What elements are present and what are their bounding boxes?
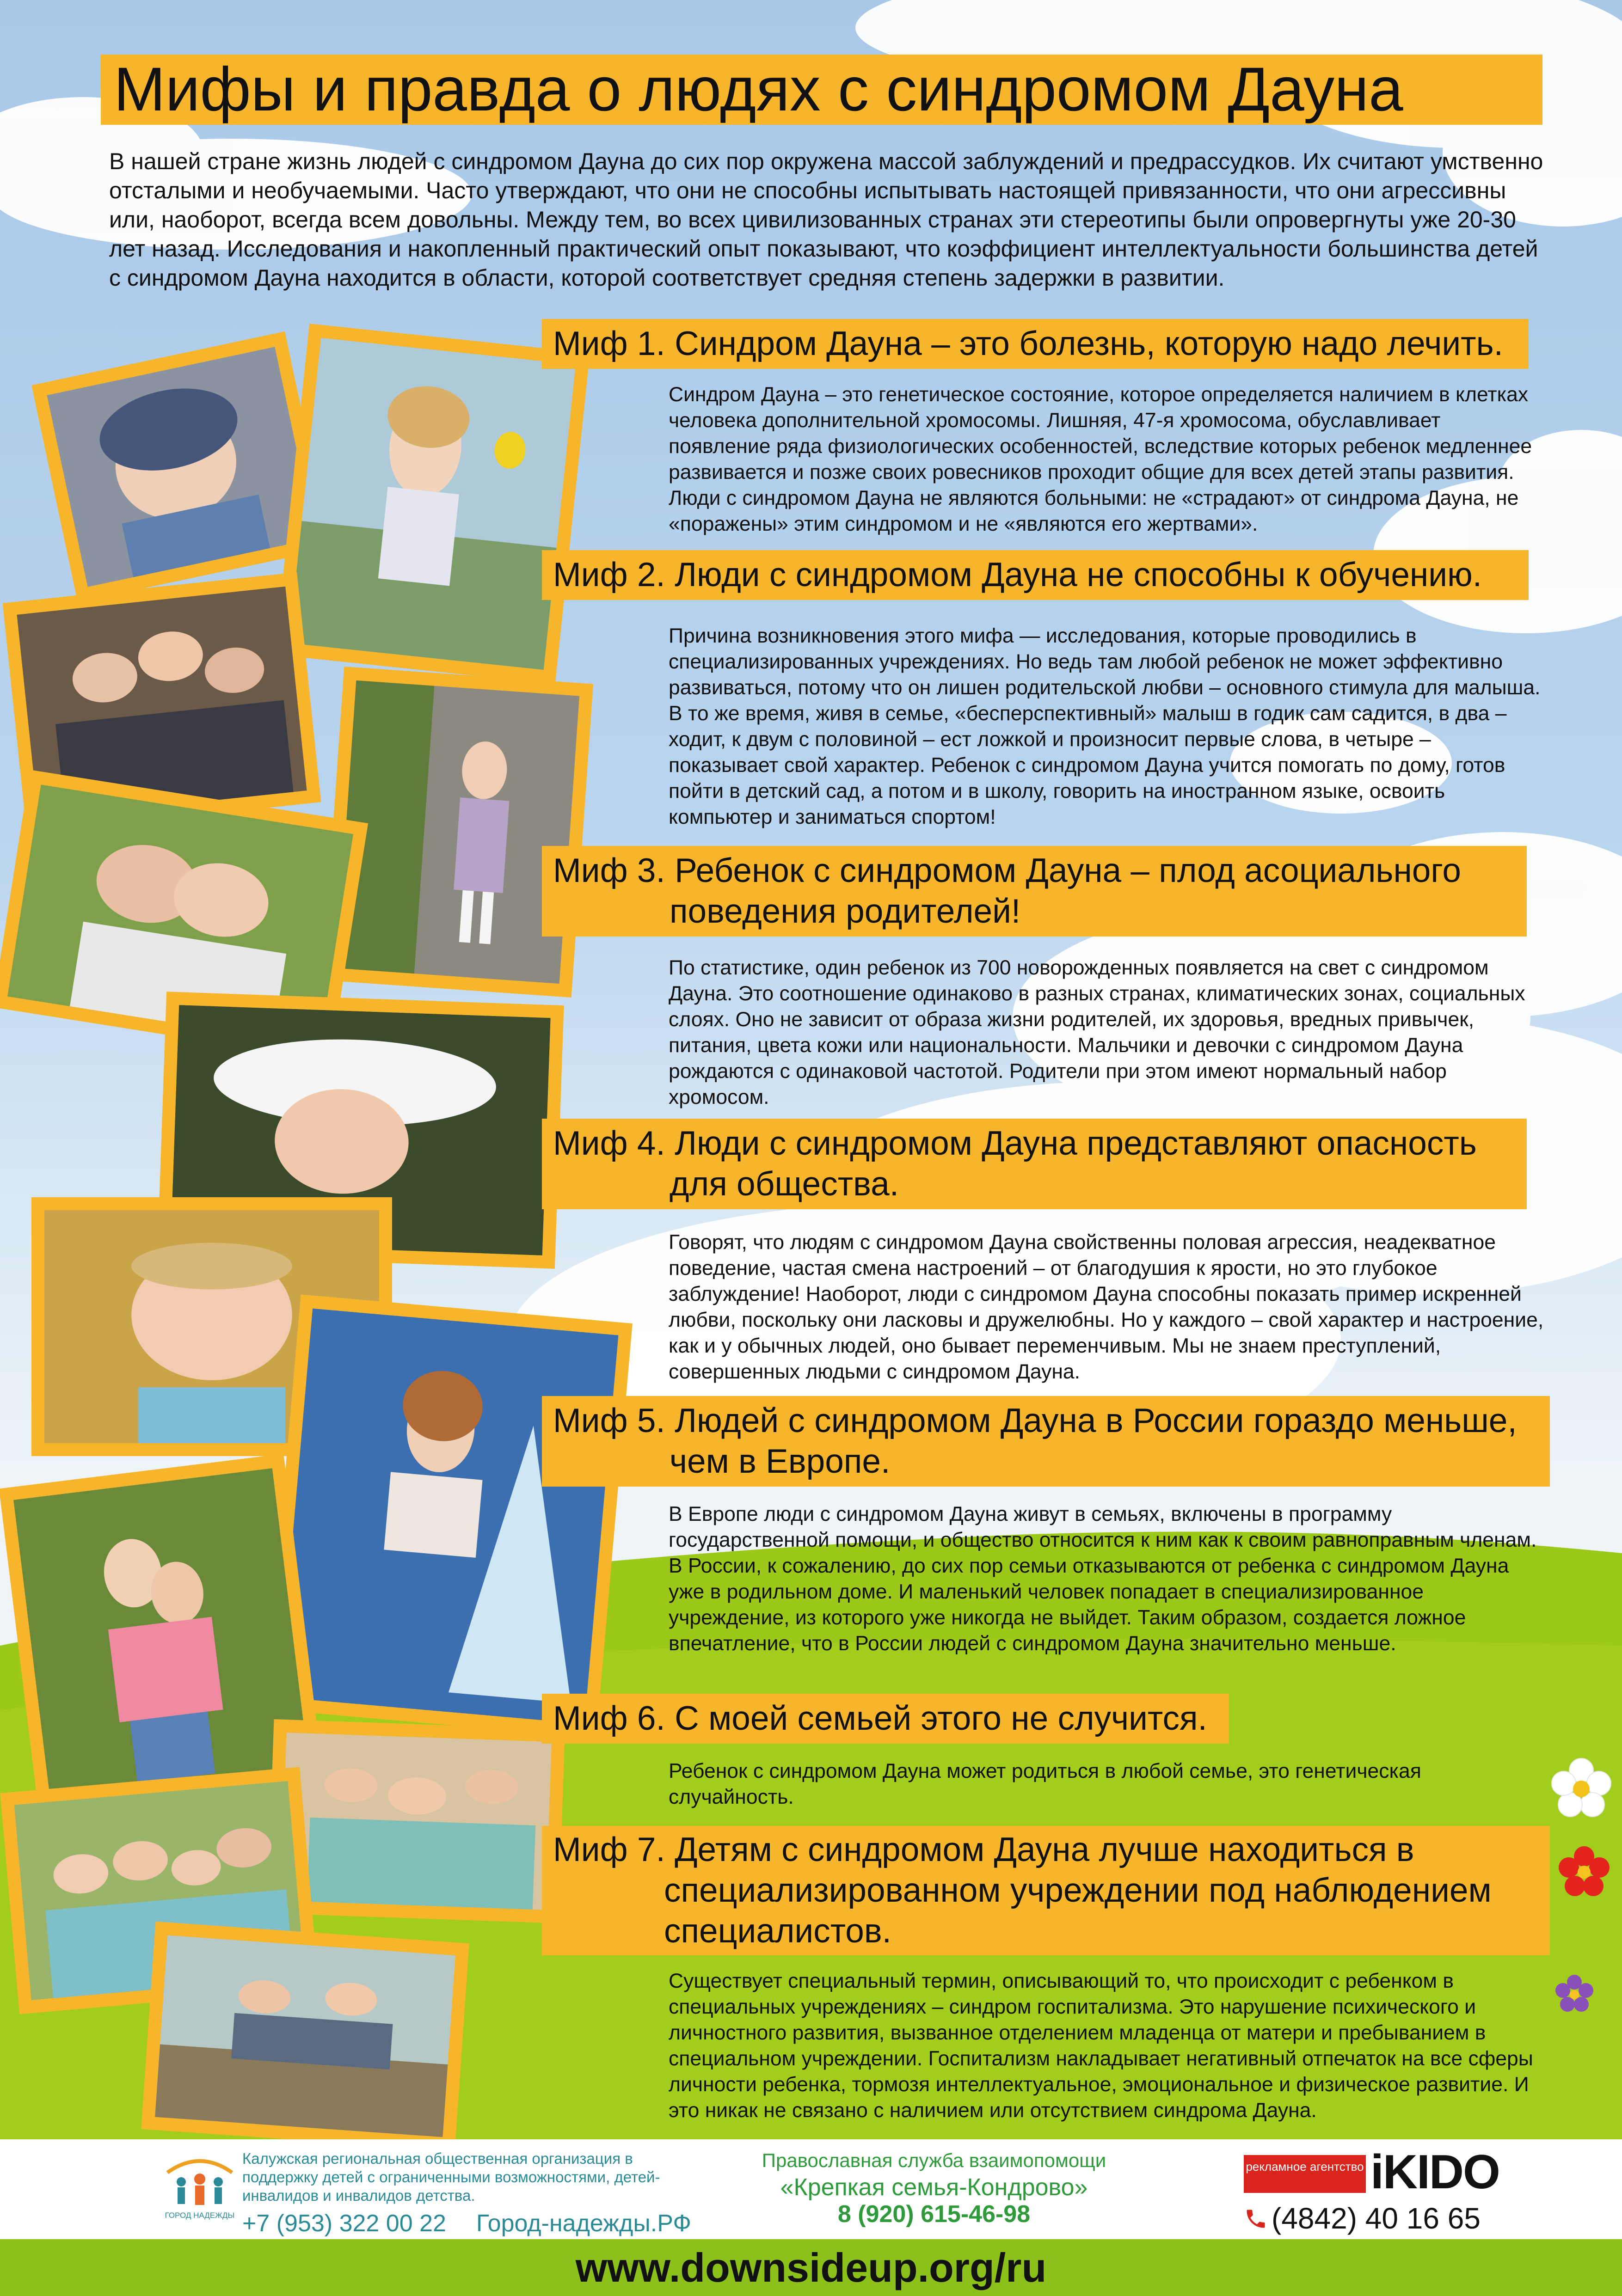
org-logo-icon [163,2145,237,2223]
agency-phone[interactable]: (4842) 40 16 65 [1272,2202,1481,2235]
girl-christmas-tree-photo-icon [278,1309,618,1724]
myth-7-title-line2: специализированном учреждении под наблюдением [664,1872,1492,1909]
myth-2-body: Причина возникновения этого мифа — исследования, которые проводились в специализированных учреждениях. Но ведь там любой ребенок не может эффективно развиваться, потому что он лишен родительской любви – основного стимула для малыша. В то же время, живя в семье, «бесперспективный» малыш в годик сам садится, в два – ходит, к двум с половиной – ест ложкой и произносит первые слова, в четыре – показывает свой характер. Ребенок с синдромом Дауна учится помогать по дому, готов пойти в детский сад, а потом и в школу, говорить на иностранном языке, освоить компьютер и заниматься спортом! [669,625,1541,828]
myth-6-body: Ребенок с синдромом Дауна может родиться в любой семье, это генетическая случайность. [669,1760,1421,1808]
purple-flower-icon [1554,1974,1595,2015]
myth-4-number: Миф 4. [553,1125,665,1162]
family-portrait-photo-icon [281,1733,552,1910]
myth-7-body: Существует специальный термин, описывающий то, что происходит с ребенком в специальных учреждениях – синдром госпитализма. Это нарушение психического и личностного развития, вызванное отделением младенца от матери и пребыванием в специальном учреждении. Госпитализм накладывает негативный отпечаток на все сферы личности ребенка, тормозя интеллектуальное, эмоциональное и физическое развитие. И это никак не связано с наличием или отсутствием синдрома Дауна. [669,1970,1533,2122]
girl-flowers-photo-icon [289,338,576,670]
myth-5-number: Миф 5. [553,1402,665,1439]
myth-4-body: Говорят, что людям с синдромом Дауна свойственны половая агрессия, неадекватное поведение, частая смена настроений – от благодушия к ярости, но это глубокое заблуждение! Наоборот, люди с синдромом Дауна способны показать пример искренней любви, поскольку они ласковы и дружелюбны. Но у каждого – свой характер и настроение, как и у обычных людей, оно бывает переменчивым. Мы не знаем преступлений, совершенных людьми с синдромом Дауна. [669,1231,1544,1383]
myth-3-body: По статистике, один ребенок из 700 новорожденных появляется на свет с синдромом Дауна. Это соотношение одинаково в разных странах, климатических зонах, социальных слоях. Оно не зависит от образа жизни родителей, их здоровья, вредных привычек, питания, цвета кожи или национальности. Мальчики и девочки с синдромом Дауна рождаются с одинаковой частотой. Родители при этом имеют нормальный набор хромосом. [669,956,1525,1108]
myth-1-title: Синдром Дауна – это болезнь, которую надо лечить. [675,325,1503,362]
myth-7-heading [542,1826,1550,1955]
myth-7-number: Миф 7. [553,1831,665,1868]
myth-7-title-line3: специалистов. [664,1912,891,1950]
family-lake-photo-icon [155,1935,455,2137]
intro-paragraph: В нашей стране жизнь людей с синдромом Дауна до сих пор окружена массой заблуждений и предрассудков. Их считают умственно отсталыми и необучаемыми. Часто утверждают, что они не способны испытывать настоящей привязанности, что они агрессивны или, наоборот, всегда всем довольны. Между тем, во всех цивилизованных странах эти стереотипы были опровергнуты уже 20-30 лет назад. Исследования и накопленный практический опыт показывают, что коэффициент интеллектуальности большинства детей с синдромом Дауна находится в области, которой соответствует средняя степень задержки в развитии. [109,148,1543,291]
agency-label: рекламное агентство [1244,2155,1366,2193]
girl-flowers-photo [275,324,590,684]
myth-3-title-line1: Ребенок с синдромом Дауна – плод асоциального [675,852,1461,889]
page-title: Мифы и правда о людях с синдромом Дауна [101,55,1542,125]
baby-photo-icon [47,347,315,587]
myth-6-heading [542,1694,1229,1744]
website-link[interactable]: www.downsideup.org/ru [575,2245,1047,2290]
agency-logo: iKIDO [1370,2145,1499,2199]
white-flower-icon [1549,1757,1614,1821]
myth-1-number: Миф 1. [553,325,665,362]
myth-2-number: Миф 2. [553,556,665,594]
org-phone[interactable]: +7 (953) 322 00 22 [242,2210,446,2237]
org-site-link[interactable]: Город-надежды.РФ [476,2210,691,2237]
org-description: Калужская региональная общественная организация в поддержку детей с ограниченными возможностями, детей-инвалидов и инвалидов детства. [242,2150,660,2204]
family-lake-photo [141,1922,469,2151]
girl-standing-photo-icon [336,680,579,984]
service-name-line1: Православная служба взаимопомощи [762,2149,1106,2171]
myth-1-heading [542,319,1529,369]
myth-6-number: Миф 6. [553,1700,665,1737]
myth-1-body: Синдром Дауна – это генетическое состояние, которое определяется наличием в клетках человека дополнительной хромосомы. Лишняя, 47-я хромосома, обуславливает появление ряда физиологических особенностей, вследствие которых ребенок медленнее развивается и позже своих ровесников проходит общие для всех детей этапы развития. Люди с синдромом Дауна не являются больными: не «страдают» от синдрома Дауна, не «поражены» этим синдромом и не «являются его жертвами». [669,383,1532,535]
myth-5-body: В Европе люди с синдромом Дауна живут в семьях, включены в программу государственной помощи, и общество относится к ним как к своим равноправным членам. В России, к сожалению, до сих пор семьи отказываются от ребенка с синдромом Дауна уже в родильном доме. И маленький человек попадает в специализированное учреждение, из которого уже никогда не выйдет. Таким образом, создается ложное впечатление, что в России людей с синдромом Дауна значительно меньше. [669,1503,1537,1655]
girls-hugging-photo-icon [13,1468,310,1809]
myth-5-title-line1: Людей с синдромом Дауна в России гораздо меньше, [675,1402,1517,1439]
myth-5-heading [542,1396,1550,1487]
myth-7-title-line1: Детям с синдромом Дауна лучше находиться в [675,1831,1414,1868]
myth-5-title-line2: чем в Европе. [670,1443,891,1480]
service-name-line2: «Крепкая семья-Кондрово» [780,2174,1088,2201]
myth-4-title-line1: Люди с синдромом Дауна представляют опасность [675,1125,1477,1162]
myth-3-title-line2: поведения родителей! [670,893,1021,930]
red-flower-icon [1556,1844,1612,1900]
myth-6-title: С моей семьей этого не случится. [675,1700,1207,1737]
myth-4-heading [542,1119,1527,1209]
myth-3-number: Миф 3. [553,852,665,889]
phone-icon [1244,2207,1268,2231]
org-logo-text: ГОРОД НАДЕЖДЫ [165,2211,235,2220]
girl-christmas-tree-photo [264,1294,633,1738]
website-bar [0,2239,1622,2296]
myth-2-title: Люди с синдромом Дауна не способны к обучению. [675,556,1482,594]
myth-4-title-line2: для общества. [670,1165,899,1203]
myth-3-heading [542,846,1527,937]
family-portrait-photo [267,1719,565,1923]
service-phone[interactable]: 8 (920) 615-46-98 [837,2201,1031,2228]
myth-2-heading [542,550,1529,600]
